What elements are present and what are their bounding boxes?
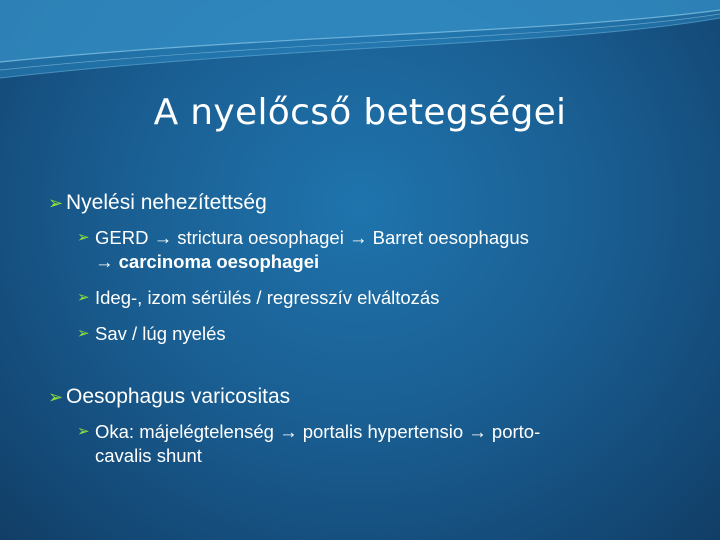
arrow-bullet-icon: ➢: [48, 193, 64, 213]
sub-bullet-item-oka: [77, 420, 688, 468]
bullet-text: Nyelési nehezítettség: [66, 191, 267, 214]
sub-bullet-item-ideg: [77, 286, 688, 310]
arrow-bullet-icon: ➢: [77, 423, 90, 440]
decorative-wave: [0, 0, 720, 90]
sub-bullet-text: Ideg-, izom sérülés / regresszív elváltozás: [95, 287, 440, 308]
bullet-item-oesophagus: [48, 382, 688, 412]
sub-bullet-text-continued: cavalis shunt: [95, 445, 202, 466]
sub-bullet-item-gerd: [77, 226, 688, 274]
bullet-list: [48, 188, 688, 468]
arrow-bullet-icon: ➢: [48, 387, 64, 407]
bullet-item-nyelesi: [48, 188, 688, 218]
arrow-bullet-icon: ➢: [77, 229, 90, 246]
arrow-bullet-icon: ➢: [77, 289, 90, 306]
bullet-text: Oesophagus varicositas: [66, 385, 291, 408]
slide-title: A nyelőcső betegségei: [153, 92, 567, 133]
arrow-bullet-icon: ➢: [77, 325, 90, 342]
sub-bullet-text: Oka: májelégtelenség → portalis hypertensio → porto-: [95, 421, 541, 442]
sub-bullet-item-sav: [77, 322, 688, 346]
sub-bullet-text: GERD → strictura oesophagei → Barret oesophagus: [95, 227, 529, 248]
sub-bullet-text-continued: → carcinoma oesophagei: [95, 251, 320, 272]
sub-bullet-text: Sav / lúg nyelés: [95, 323, 226, 344]
